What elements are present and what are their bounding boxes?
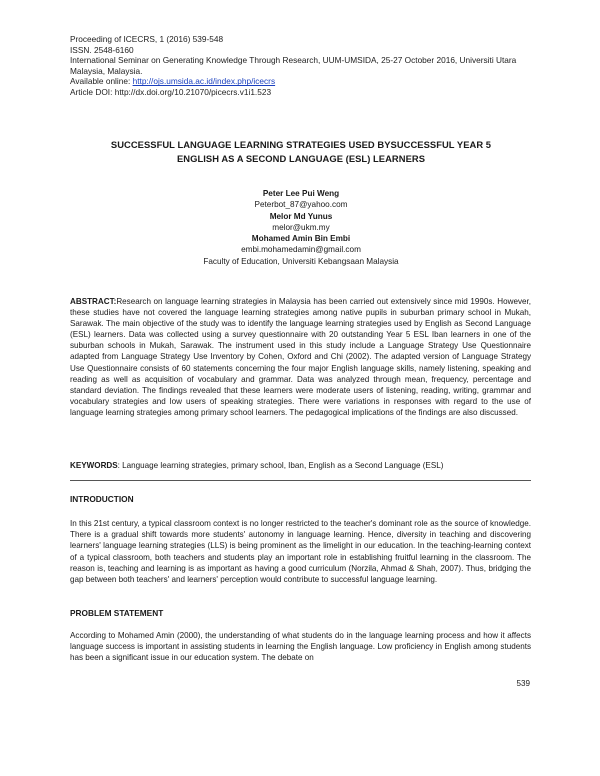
journal-header <box>70 34 540 98</box>
introduction-heading: INTRODUCTION <box>70 494 134 504</box>
abstract-label: ABSTRACT: <box>70 297 117 306</box>
online-prefix: Available online: <box>70 76 133 87</box>
abstract-text: Research on language learning strategies in Malaysia has been carried out extensively since mid 1990s. However, these studies have not covered the language learning strategies among native pupils in suburban primary school in Mukah, Sarawak. The main objective of the study was to identify the language learning strategies used by English as Second Language (ESL) learners. Data was collected using a survey questionnaire with 20 outstanding Year 5 ESL Iban learners in one of the suburban schools in Mukah, Sarawak. The instrument used in this study include a Language Strategy Use Questionnaire adapted from Language Strategy Use Inventory by Cohen, Oxford and Chi (2002). The adapted version of Language Strategy Use Questionnaire consists of 60 statements concerning the four major English language skills, namely listening, speaking and reading as well as acquisition of vocabulary and grammar. Data was analyzed through mean, frequency, percentage and standard deviation. The findings revealed that these learners were moderate users of listening, reading, writing, grammar and vocabulary strategies and low users of speaking strategies. There were variations in responses with regard to the use of language learning strategies among primary school learners. The pedagogical implications of the findings are also discussed. <box>70 297 531 417</box>
proceeding-line: Proceeding of ICECRS, 1 (2016) 539-548 <box>70 34 224 44</box>
author-name: Peter Lee Pui Weng <box>262 189 340 198</box>
online-line <box>70 76 540 87</box>
issn-line: ISSN. 2548-6160 <box>70 44 134 55</box>
introduction-text: In this 21st century, a typical classroom context is no longer restricted to the teacher's dominant role as the source of knowledge. There is a gradual shift towards more students' autonomy in language learning. Hence, diversity in teaching and discovering learners' language learning strategies (LLS) is being prominent as the limelight in our education. In the teaching-learning context of a typical classroom, both teachers and students play an important role in establishing fruitful learning in the classroom. The reason is, teaching and learning is as important as having a good curriculum (Norzila, Ahmad & Shah, 2007). Thus, bridging the gap between both teachers' and learners' perception would contribute to successful language learning. <box>70 519 531 585</box>
author-name: Mohamed Amin Bin Embi <box>251 234 351 244</box>
author-email: melor@ukm.my <box>272 222 330 232</box>
journal-link[interactable]: http://ojs.umsida.ac.id/index.php/icecrs <box>132 76 276 87</box>
author-email: embi.mohamedamin@gmail.com <box>241 245 361 255</box>
problem-statement-heading: PROBLEM STATEMENT <box>70 608 164 618</box>
problem-statement-text: According to Mohamed Amin (2000), the understanding of what students do in the language learning process and how it affects language success is important in assisting students in learning the English language. Low proficiency in English among students has been a significant issue in our education system. The debate on <box>70 631 531 663</box>
section-divider <box>70 480 531 481</box>
affiliation: Faculty of Education, Universiti Kebangsaan Malaysia <box>203 256 399 266</box>
title-line-1: SUCCESSFUL LANGUAGE LEARNING STRATEGIES USED BYSUCCESSFUL YEAR 5 <box>110 139 492 150</box>
author-name: Melor Md Yunus <box>269 211 333 221</box>
doi-line: Article DOI: http://dx.doi.org/10.21070/picecrs.v1i1.523 <box>70 86 272 97</box>
keywords-text: : Language learning strategies, primary school, Iban, English as a Second Language (ESL) <box>117 461 444 470</box>
seminar-line: International Seminar on Generating Knowledge Through Research, UUM-UMSIDA, 25-27 October 2016, Universiti Utara Malaysia, Malaysia. <box>70 55 517 76</box>
author-block <box>70 188 532 267</box>
keywords <box>70 460 531 471</box>
abstract <box>70 296 531 418</box>
page-number: 539 <box>516 679 530 688</box>
keywords-label: KEYWORDS <box>70 461 118 470</box>
title-line-2: ENGLISH AS A SECOND LANGUAGE (ESL) LEARNERS <box>177 153 425 164</box>
author-email: Peterbot_87@yahoo.com <box>254 200 348 210</box>
paper-title <box>70 138 532 166</box>
